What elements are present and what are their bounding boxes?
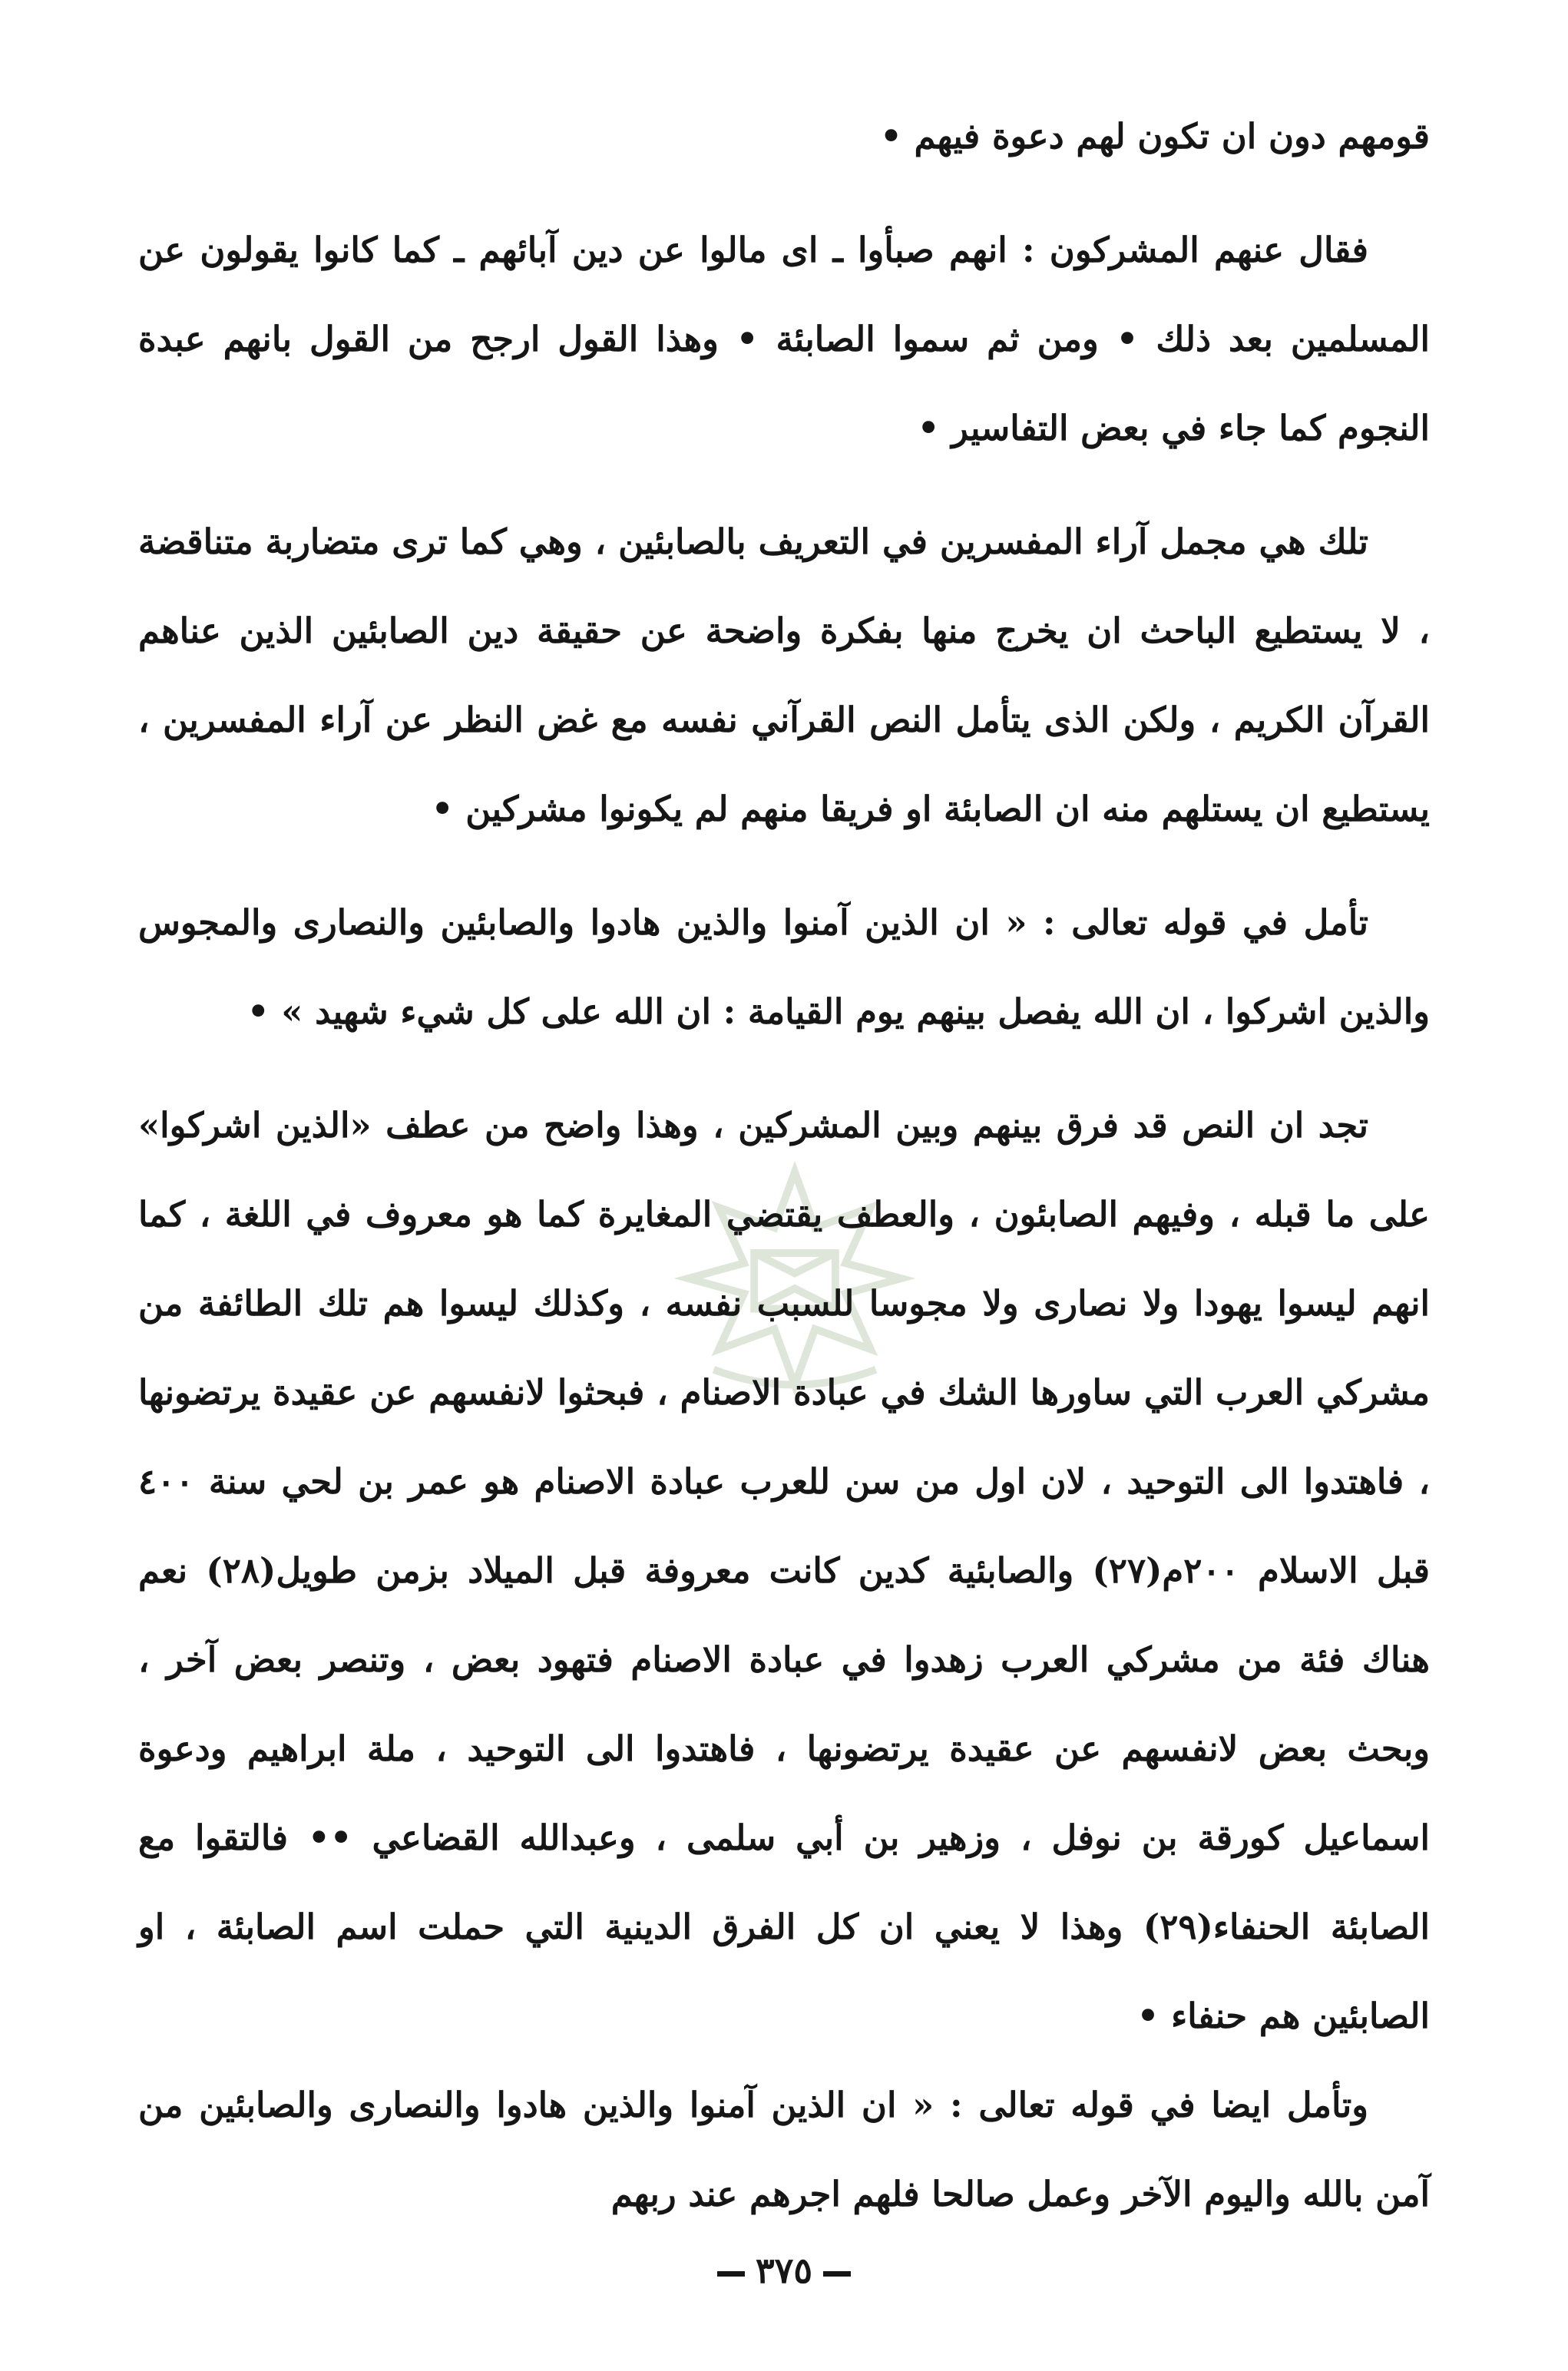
- paragraph-5: تجد ان النص قد فرق بينهم وبين المشركين ، وهذا واضح من عطف «الذين اشركوا» على ما قبله ، وفيهم الصابئون ، والعطف يقتضي المغايرة كما هو معروف في اللغة ، كما انهم ليسوا يهودا ولا نصارى ولا مجوسا للسبب نفسه ، وكذلك ليسوا هم تلك الطائفة من مشركي العرب التي ساورها الشك في عبادة الاصنام ، فبحثوا لانفسهم عن عقيدة يرتضونها ، فاهتدوا الى التوحيد ، لان اول من سن للعرب عبادة الاصنام هو عمر بن لحي سنة ٤٠٠ قبل الاسلام ٢٠٠م(٢٧) والصابئية كدين كانت معروفة قبل الميلاد بزمن طويل(٢٨) نعم هناك فئة من مشركي العرب زهدوا في عبادة الاصنام فتهود بعض ، وتنصر بعض آخر ، وبحث بعض لانفسهم عن عقيدة يرتضونها ، فاهتدوا الى التوحيد ، ملة ابراهيم ودعوة اسماعيل كورقة بن نوفل ، وزهير بن أبي سلمى ، وعبدالله القضاعي •• فالتقوا مع الصابئة الحنفاء(٢٩) وهذا لا يعني ان كل الفرق الدينية التي حملت اسم الصابئة ، او الصابئين هم حنفاء •: [138, 1105, 1431, 2036]
- dash-left: [823, 2271, 851, 2277]
- paragraph-1: قومهم دون ان تكون لهم دعوة فيهم •: [880, 116, 1430, 157]
- body-text: [138, 92, 1430, 2239]
- paragraph-6: وتأمل ايضا في قوله تعالى : « ان الذين آمنوا والذين هادوا والنصارى والصابئين من آمن بالله واليوم الآخر وعمل صالحا فلهم اجرهم عند ربهم: [138, 2085, 1430, 2214]
- page-number: ٣٧٥: [755, 2250, 813, 2291]
- paragraph-2: فقال عنهم المشركون : انهم صبأوا ـ اى مالوا عن دين آبائهم ـ كما كانوا يقولون عن المسلمين بعد ذلك • ومن ثم سموا الصابئة • وهذا القول ارجح من القول بانهم عبدة النجوم كما جاء في بعض التفاسير •: [138, 230, 1430, 448]
- dash-right: [717, 2271, 745, 2277]
- paragraph-3: تلك هي مجمل آراء المفسرين في التعريف بالصابئين ، وهي كما ترى متضاربة متناقضة ، لا يستطيع الباحث ان يخرج منها بفكرة واضحة عن حقيقة دين الصابئين الذين عناهم القرآن الكريم ، ولكن الذى يتأمل النص القرآني نفسه مع غض النظر عن آراء المفسرين ، يستطيع ان يستلهم منه ان الصابئة او فريقا منهم لم يكونوا مشركين •: [138, 521, 1430, 829]
- page-number-footer: [0, 2250, 1568, 2291]
- paragraph-4: تأمل في قوله تعالى : « ان الذين آمنوا والذين هادوا والصابئين والنصارى والمجوس والذين اشركوا ، ان الله يفصل بينهم يوم القيامة : ان الله على كل شيء شهيد » •: [138, 902, 1430, 1032]
